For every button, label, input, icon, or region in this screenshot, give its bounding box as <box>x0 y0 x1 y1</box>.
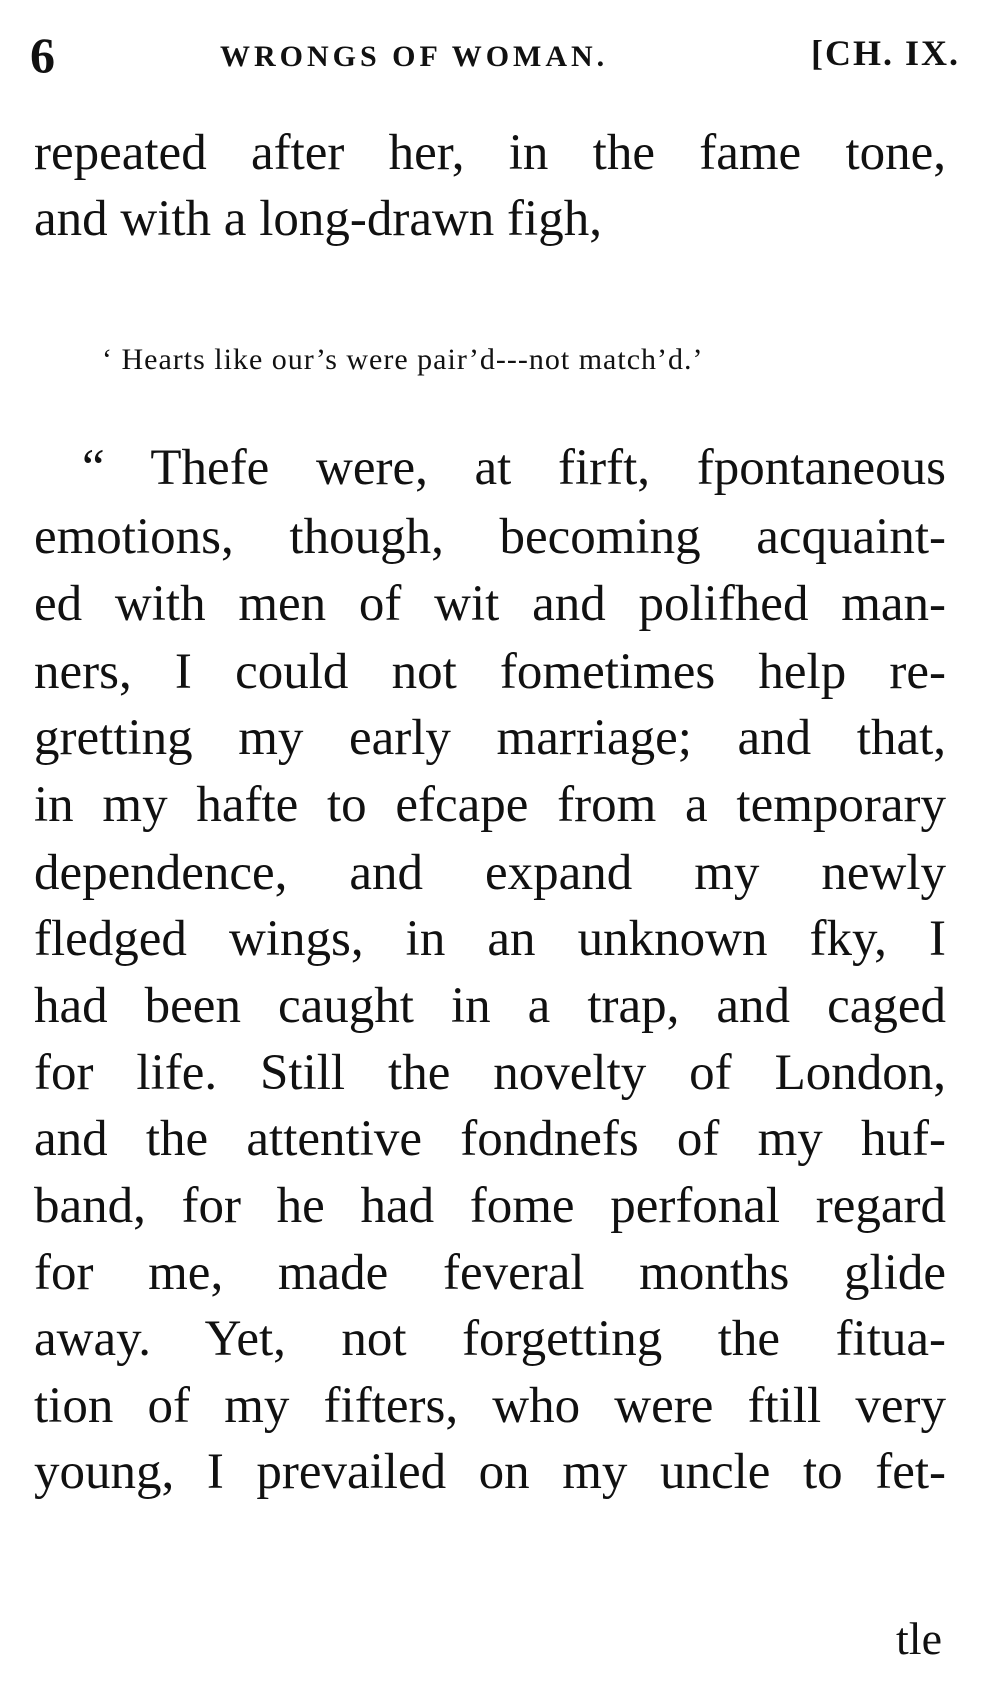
text-line: had been caught in a trap, and caged <box>34 978 946 1034</box>
text-line: fledged wings, in an unknown fky, I <box>34 911 946 967</box>
text-line: tion of my fifters, who were ftill very <box>34 1378 946 1434</box>
text-line: and the attentive fondnefs of my huf- <box>34 1111 946 1167</box>
text-line: ners, I could not fometimes help re- <box>34 644 946 700</box>
text-line: “ Thefe were, at firft, fpontaneous <box>82 440 946 496</box>
running-head <box>30 26 960 86</box>
text-line: in my hafte to efcape from a temporary <box>34 777 946 833</box>
text-line: emotions, though, becoming acquaint- <box>34 509 946 565</box>
text-line: for life. Still the novelty of London, <box>34 1045 946 1101</box>
text-line: dependence, and expand my newly <box>34 845 946 901</box>
chapter-label: [CH. IX. <box>811 33 960 73</box>
running-title: WRONGS OF WOMAN. <box>220 40 609 73</box>
page-number: 6 <box>30 27 55 83</box>
text-line: and with a long-drawn figh, <box>34 191 602 247</box>
text-line: away. Yet, not forgetting the fitua- <box>34 1311 946 1367</box>
catchword: tle <box>896 1613 942 1664</box>
text-line: young, I prevailed on my uncle to fet- <box>34 1444 946 1500</box>
text-line: ed with men of wit and polifhed man- <box>34 576 946 632</box>
text-line: band, for he had fome perfonal regard <box>34 1178 946 1234</box>
verse-quotation: ‘ Hearts like our’s were pair’d---not match’d.’ <box>102 343 704 376</box>
text-line: for me, made feveral months glide <box>34 1245 946 1301</box>
text-line: gretting my early marriage; and that, <box>34 710 946 766</box>
text-line: repeated after her, in the fame tone, <box>34 125 946 181</box>
